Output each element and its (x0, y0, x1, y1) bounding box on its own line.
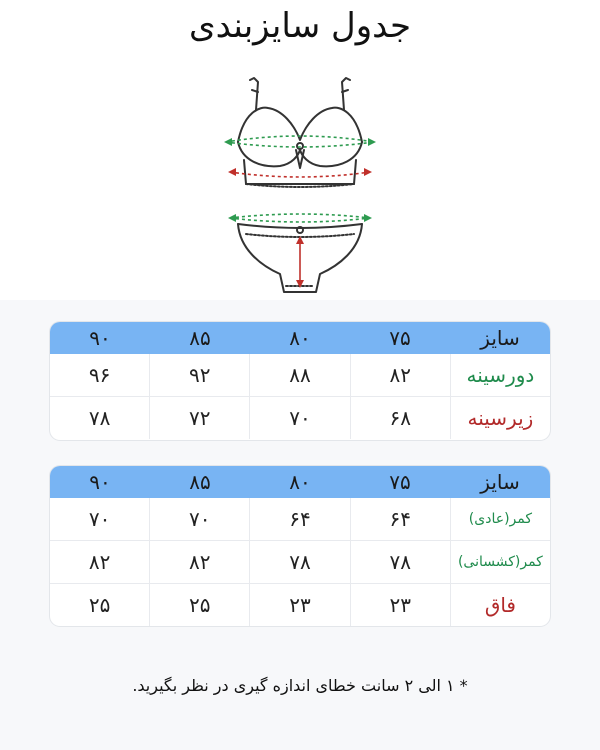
table-cell: ۶۸ (351, 397, 451, 439)
header-cell: سایز (480, 470, 520, 494)
header-cell: ۸۵ (189, 326, 211, 350)
table-cell: ۷۰ (250, 397, 350, 439)
rise-measure-line (296, 236, 304, 288)
header-cell: ۸۵ (189, 470, 211, 494)
row-label: کمر(کشسانی) (457, 554, 543, 570)
table-cell: ۲۵ (50, 584, 150, 626)
header-cell: ۸۰ (289, 470, 311, 494)
table-cell: ۷۸ (50, 397, 150, 439)
table-cell: ۸۲ (150, 541, 250, 583)
table-cell: ۸۸ (250, 354, 350, 396)
row-label: زیرسینه (467, 406, 534, 430)
header-cell: ۹۰ (89, 326, 111, 350)
bust-size-table (50, 322, 550, 440)
bra-outline-icon (238, 78, 362, 187)
table-cell: ۶۴ (250, 498, 350, 540)
table-row (50, 540, 550, 583)
table-cell: ۲۵ (150, 584, 250, 626)
table-cell: ۷۲ (150, 397, 250, 439)
table-row (50, 583, 550, 626)
header-cell: ۹۰ (89, 470, 111, 494)
table-cell: ۷۰ (50, 498, 150, 540)
table-cell: ۶۴ (351, 498, 451, 540)
table-cell: ۲۳ (351, 584, 451, 626)
table-header-row (50, 466, 550, 498)
underbust-measure-line (228, 168, 372, 177)
table-cell: ۷۸ (351, 541, 451, 583)
table-cell: ۸۲ (351, 354, 451, 396)
table-row (50, 396, 550, 439)
page-title: جدول سایزبندی (188, 6, 412, 46)
measurement-note: * ۱ الی ۲ سانت خطای اندازه گیری در نظر بگیرید. (132, 676, 468, 695)
table-cell: ۲۳ (250, 584, 350, 626)
table-cell: ۹۶ (50, 354, 150, 396)
row-label: فاق (484, 593, 516, 617)
table-cell: ۹۲ (150, 354, 250, 396)
table-cell: ۷۸ (250, 541, 350, 583)
table-header-row (50, 322, 550, 354)
size-illustration (0, 0, 600, 300)
header-cell: ۷۵ (389, 326, 411, 350)
header-cell: ۸۰ (289, 326, 311, 350)
waist-size-table (50, 466, 550, 626)
header-cell: ۷۵ (389, 470, 411, 494)
table-cell: ۸۲ (50, 541, 150, 583)
row-label: کمر(عادی) (468, 511, 533, 527)
table-row (50, 498, 550, 540)
row-label: دورسینه (466, 363, 535, 387)
header-cell: سایز (480, 326, 520, 350)
table-cell: ۷۰ (150, 498, 250, 540)
waist-measure-line (228, 214, 372, 222)
table-row (50, 354, 550, 396)
